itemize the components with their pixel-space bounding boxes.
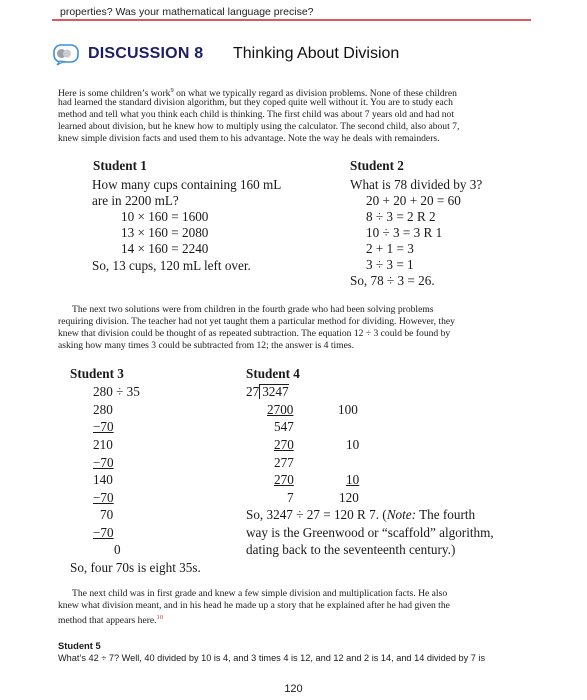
student3-row-5: −70 — [93, 455, 114, 470]
closing-line-1: The next child was in first grade and knew a few simple division and multiplication facts. He also — [72, 588, 448, 599]
student3-row-7: −70 — [93, 490, 114, 505]
student4-note-line-3: dating back to the seventeenth century.) — [246, 542, 456, 557]
running-header-text: properties? Was your mathematical language precise? — [60, 6, 314, 18]
student3-row-6: 140 — [93, 472, 113, 487]
page-number: 120 — [284, 683, 303, 695]
student4-quotient-3: 10 — [346, 472, 360, 487]
student2-work-line-2: 8 ÷ 3 = 2 R 2 — [366, 209, 436, 224]
student2-work-line-1: 20 + 20 + 20 = 60 — [366, 193, 461, 208]
middle-line-3: knew that division could be thought of as repeated subtraction. The equation 12 ÷ 3 could be found by — [58, 328, 451, 339]
footnote-ref-10: 10 — [156, 614, 164, 621]
student4-quotient-2: 10 — [346, 437, 360, 452]
closing-line-2: knew what division meant, and in his head he made up a story that he explained after he had given the — [58, 600, 450, 611]
discussion-title: Thinking About Division — [233, 45, 400, 62]
intro-line-5: knew simple division facts and used them to his advantage. Note the way he deals with remainders. — [58, 133, 440, 144]
closing-line-3: method that appears here.$^{10}$ — [58, 614, 164, 627]
student4-division-setup — [246, 384, 289, 400]
middle-line-2: requiring division. The teacher had not yet taught them a particular method for dividing. However, they — [58, 316, 455, 327]
student4-row-5: 270 — [274, 472, 294, 487]
student4-note-line-1: So, 3247 ÷ 27 = 120 R 7. (Note: The fourth — [246, 507, 476, 522]
student1-question-line-1: How many cups containing 160 mL — [92, 177, 282, 192]
intro-line-2: had learned the standard division algorithm, but they coped quite well without it. You are to study each — [58, 97, 453, 108]
student5-text: What’s 42 ÷ 7? Well, 40 divided by 10 is 4, and 3 times 4 is 12, and 12 and 2 is 14, and 14 divided by 7 is — [58, 653, 486, 663]
student2-question: What is 78 divided by 3? — [350, 177, 483, 192]
intro-line-1: Here is some children’s work$^9$ on what we typically regard as division problems. None of these children — [58, 87, 457, 100]
student2-work-line-5: 3 ÷ 3 = 1 — [366, 257, 414, 272]
student2-work-line-4: 2 + 1 = 3 — [366, 241, 414, 256]
student4-heading: Student 4 — [246, 366, 300, 381]
student1-answer: So, 13 cups, 120 mL left over. — [92, 258, 251, 273]
student3-row-10: 0 — [114, 542, 121, 557]
student4-row-4: 277 — [274, 455, 294, 470]
middle-line-4: asking how many times 3 could be subtracted from 12; the answer is 4 times. — [58, 340, 355, 351]
intro-line-4: learned about division, but he knew how to multiply using the calculator. The second child, also about 7, — [58, 121, 460, 132]
student4-total: 120 — [339, 490, 359, 505]
student3-row-4: 210 — [93, 437, 113, 452]
discussion-speech-icon — [53, 44, 79, 66]
student4-quotient-1: 100 — [338, 402, 358, 417]
student3-row-9: −70 — [93, 525, 114, 540]
student3-row-8: 70 — [100, 507, 114, 522]
student3-row-1: 280 ÷ 35 — [93, 384, 140, 399]
student5-heading: Student 5 — [58, 640, 101, 651]
student3-heading: Student 3 — [70, 366, 124, 381]
intro-line-3: method and tell what you think each child is thinking. The first child was about 7 years old and had not — [58, 109, 455, 120]
middle-line-1: The next two solutions were from children in the fourth grade who had been solving problems — [72, 304, 434, 315]
student1-work-line-1: 10 × 160 = 1600 — [121, 209, 209, 224]
student2-work-line-3: 10 ÷ 3 = 3 R 1 — [366, 225, 443, 240]
student4-remainder: 7 — [287, 490, 294, 505]
student4-row-1: 2700 — [267, 402, 294, 417]
student3-row-3: −70 — [93, 419, 114, 434]
student4-row-2: 547 — [274, 419, 294, 434]
student1-question-line-2: are in 2200 mL? — [92, 193, 179, 208]
student1-work-line-3: 14 × 160 = 2240 — [121, 241, 209, 256]
student3-row-2: 280 — [93, 402, 113, 417]
student2-heading: Student 2 — [350, 158, 404, 173]
discussion-label: DISCUSSION 8 — [88, 45, 204, 62]
student3-answer: So, four 70s is eight 35s. — [70, 560, 201, 575]
student4-divisor: 27 — [246, 384, 260, 399]
student1-work-line-2: 13 × 160 = 2080 — [121, 225, 209, 240]
student4-note-line-2: way is the Greenwood or “scaffold” algorithm, — [246, 525, 494, 540]
student4-row-3: 270 — [274, 437, 294, 452]
student4-dividend: 3247 — [259, 384, 288, 399]
header-divider — [52, 19, 531, 21]
student1-heading: Student 1 — [93, 158, 147, 173]
student2-answer: So, 78 ÷ 3 = 26. — [350, 273, 435, 288]
